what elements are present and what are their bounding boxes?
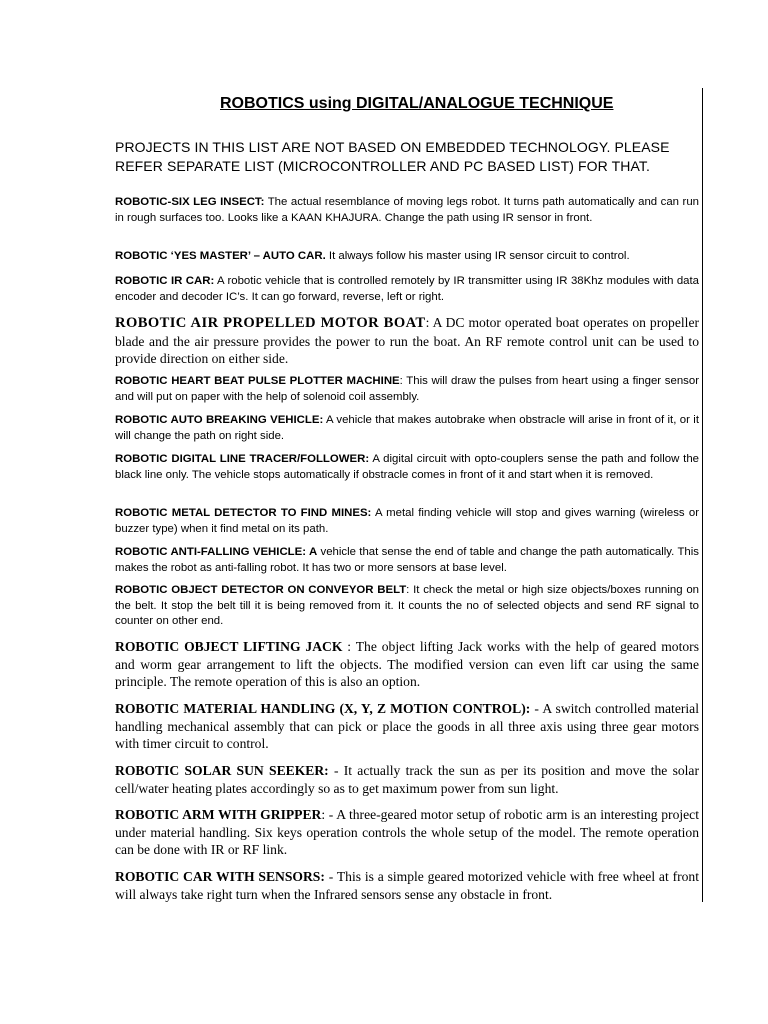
project-entry-air-propelled-motor-boat bbox=[115, 314, 699, 368]
project-heading: ROBOTIC ANTI-FALLING VEHICLE: A bbox=[115, 546, 318, 558]
project-heading: ROBOTIC AUTO BREAKING VEHICLE: bbox=[115, 414, 324, 426]
project-heading: ROBOTIC-SIX LEG INSECT: bbox=[115, 196, 265, 208]
project-entry-car-with-sensors bbox=[115, 868, 699, 903]
project-heading: ROBOTIC HEART BEAT PULSE PLOTTER MACHINE bbox=[115, 375, 400, 387]
project-entry-digital-line-tracer bbox=[115, 452, 699, 483]
project-entry-anti-falling-vehicle bbox=[115, 545, 699, 576]
project-entry-object-lifting-jack bbox=[115, 638, 699, 691]
project-entry-six-leg-insect bbox=[115, 195, 699, 226]
project-description: : A DC motor operated boat operates on propeller blade and the air pressure provides the power to run the boat. An RF remote control unit can be used to provide direction on either side. bbox=[115, 315, 699, 366]
project-description: The actual resemblance of moving legs robot. It turns path automatically and can run in rough surfaces too. Looks like a KAAN KHAJURA. Change the path using IR sensor in front. bbox=[115, 196, 699, 224]
project-description: : It check the metal or high size objects/boxes running on the belt. It stop the belt till it is being removed from it. It counts the no of selected objects and send RF signal to counter on other end. bbox=[115, 584, 699, 627]
project-entry-material-handling bbox=[115, 700, 699, 753]
project-entry-heart-beat-pulse-plotter bbox=[115, 374, 699, 405]
project-heading: ROBOTIC ‘YES MASTER’ – AUTO CAR. bbox=[115, 250, 326, 262]
intro-note: PROJECTS IN THIS LIST ARE NOT BASED ON EMBEDDED TECHNOLOGY. PLEASE REFER SEPARATE LIST (MICROCONTROLLER AND PC BASED LIST) FOR THAT. bbox=[115, 139, 670, 174]
project-entry-ir-car bbox=[115, 274, 699, 305]
project-heading: ROBOTIC ARM WITH GRIPPER bbox=[115, 807, 322, 822]
project-description: : The object lifting Jack works with the help of geared motors and worm gear arrangement to lift the objects. The modified version can even lift car using the same principle. The remote operation of this is also an option. bbox=[115, 639, 699, 689]
project-heading: ROBOTIC AIR PROPELLED MOTOR BOAT bbox=[115, 315, 426, 331]
project-description: A metal finding vehicle will stop and gives warning (wireless or buzzer type) when it find metal on its path. bbox=[115, 507, 699, 535]
project-description: : - A three-geared motor setup of robotic arm is an interesting project under material handling. Six keys operation controls the whole setup of the model. The remote operation can be done with IR or RF link. bbox=[115, 807, 699, 857]
project-description: - A switch controlled material handling mechanical assembly that can pick or place the goods in all three axis using three gear motors with timer circuit to control. bbox=[115, 701, 699, 751]
project-heading: ROBOTIC OBJECT DETECTOR ON CONVEYOR BELT bbox=[115, 584, 407, 596]
project-heading: ROBOTIC CAR WITH SENSORS: bbox=[115, 869, 325, 884]
project-entry-metal-detector bbox=[115, 506, 699, 537]
project-description: A digital circuit with opto-couplers sense the path and follow the black line only. The vehicle stops automatically if obstracle comes in front of it and start when it is removed. bbox=[115, 453, 699, 481]
document-title: ROBOTICS using DIGITAL/ANALOGUE TECHNIQUE bbox=[220, 95, 614, 112]
project-description: A vehicle that makes autobrake when obstracle will arise in front of it, or it will change the path on right side. bbox=[115, 414, 699, 442]
project-heading: ROBOTIC METAL DETECTOR TO FIND MINES: bbox=[115, 507, 372, 519]
project-heading: ROBOTIC OBJECT LIFTING JACK bbox=[115, 639, 343, 654]
project-entry-object-detector-conveyor bbox=[115, 583, 699, 630]
project-entry-auto-breaking-vehicle bbox=[115, 413, 699, 444]
right-margin-rule bbox=[702, 88, 703, 902]
project-entry-solar-sun-seeker bbox=[115, 762, 699, 797]
project-heading: ROBOTIC SOLAR SUN SEEKER: bbox=[115, 763, 329, 778]
project-entry-arm-with-gripper bbox=[115, 806, 699, 859]
project-heading: ROBOTIC DIGITAL LINE TRACER/FOLLOWER: bbox=[115, 453, 370, 465]
project-description: - It actually track the sun as per its position and move the solar cell/water heating plates accordingly so as to get maximum power from sun light. bbox=[115, 763, 699, 796]
project-heading: ROBOTIC MATERIAL HANDLING (X, Y, Z MOTION CONTROL): bbox=[115, 701, 531, 716]
project-heading: ROBOTIC IR CAR: bbox=[115, 275, 215, 287]
project-description: A robotic vehicle that is controlled remotely by IR transmitter using IR 38Khz modules with data encoder and decoder IC’s. It can go forward, reverse, left or right. bbox=[115, 275, 700, 303]
project-description: vehicle that sense the end of table and change the path automatically. This makes the robot as anti-falling robot. It has two or more sensors at base level. bbox=[115, 546, 699, 574]
project-description: It always follow his master using IR sensor circuit to control. bbox=[325, 250, 630, 262]
project-entry-yes-master-auto-car bbox=[115, 249, 699, 265]
project-description: - This is a simple geared motorized vehicle with free wheel at front will always take right turn when the Infrared sensors sense any obstacle in front. bbox=[115, 869, 699, 902]
project-description: : This will draw the pulses from heart using a finger sensor and will put on paper with the help of solenoid coil assembly. bbox=[115, 375, 699, 403]
